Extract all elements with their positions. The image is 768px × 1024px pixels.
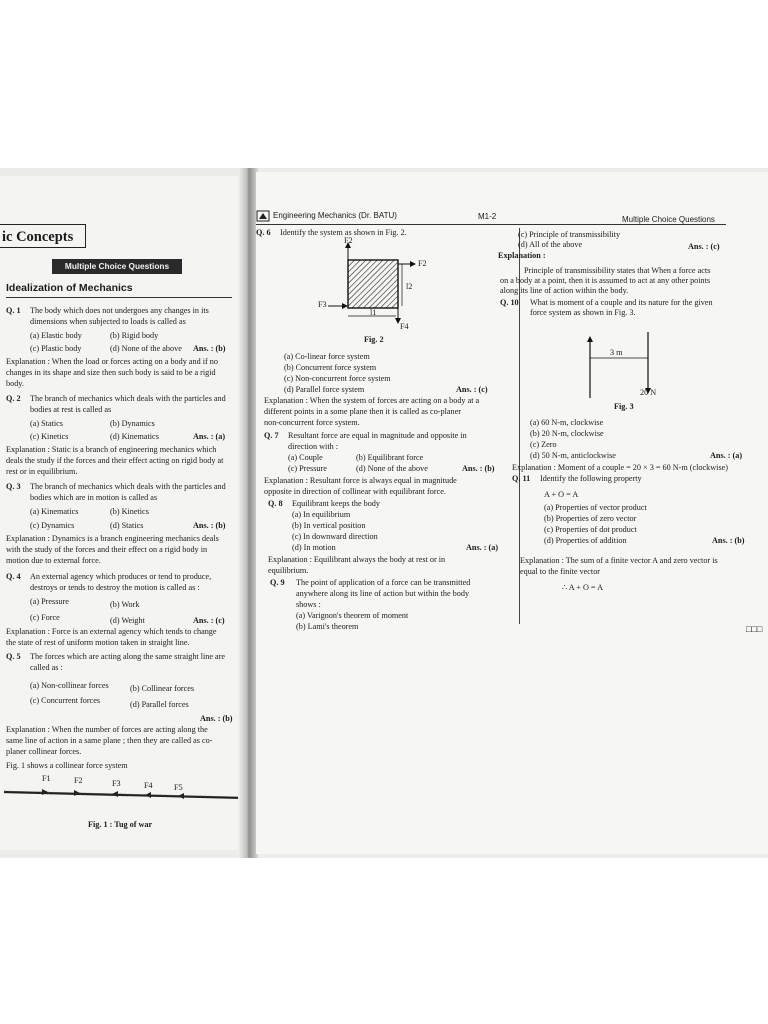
q6-option-c: (c) Non-concurrent force system	[284, 374, 391, 383]
q10-option-c: (c) Zero	[530, 440, 557, 449]
q3-number: Q. 3	[6, 482, 21, 491]
q9-expl-1: Principle of transmissibility states that When a force acts	[524, 266, 711, 275]
q11-formula: A + O = A	[544, 490, 579, 499]
q11-line1: Identify the following property	[540, 474, 642, 483]
q1-expl-2: changes in its shape and size then such body is said to be a rigid	[6, 368, 216, 377]
q3-answer: Ans. : (b)	[193, 521, 226, 530]
q1-option-b: (b) Rigid body	[110, 331, 159, 340]
q4-line2: destroys or tends to destroy the motion is called as :	[30, 583, 200, 592]
hatched-body	[348, 260, 398, 308]
q8-option-a: (a) In equilibrium	[292, 510, 351, 519]
q10-option-d: (d) 50 N-m, anticlockwise	[530, 451, 616, 460]
q7-option-d: (d) None of the above	[356, 464, 428, 473]
q8-expl-1: Explanation : Equilibrant always the body at rest or in	[268, 555, 446, 564]
q9-number: Q. 9	[270, 578, 285, 587]
fig1-label-f4: F4	[144, 781, 153, 790]
q4-line1: An external agency which produces or tend to produce,	[30, 572, 212, 581]
q9-option-c: (c) Principle of transmissibility	[518, 230, 621, 239]
q2-number: Q. 2	[6, 394, 21, 403]
q7-option-a: (a) Couple	[288, 453, 323, 462]
q7-line1: Resultant force are equal in magnitude and opposite in	[288, 431, 467, 440]
q3-option-a: (a) Kinematics	[30, 507, 79, 516]
q4-option-b: (b) Work	[110, 600, 140, 609]
q7-expl-1: Explanation : Resultant force is always equal in magnitude	[264, 476, 457, 485]
q10-option-b: (b) 20 N-m, clockwise	[530, 429, 604, 438]
q2-expl-3: rest or in equilibrium.	[6, 467, 78, 476]
q6-number: Q. 6	[256, 228, 271, 237]
q11-formula-result: ∴ A + O = A	[562, 583, 604, 592]
q2-option-c: (c) Kinetics	[30, 432, 69, 441]
q5-expl-2: same line of action in a same plane ; then they are called as co-	[6, 736, 213, 745]
q10-line1: What is moment of a couple and its nature for the given	[530, 298, 713, 307]
q5-option-b: (b) Collinear forces	[130, 684, 195, 693]
f2-right-arrow-icon	[410, 261, 416, 267]
q1-line2: dimensions when subjected to loads is called as	[30, 317, 186, 326]
q9-expl-heading: Explanation :	[498, 251, 546, 260]
q2-line2: bodies at rest is called as	[30, 405, 112, 414]
q8-option-d: (d) In motion	[292, 543, 336, 552]
fig1-caption: Fig. 1 : Tug of war	[88, 820, 153, 829]
q3-expl-1: Explanation : Dynamics is a branch engineering mechanics deals	[6, 534, 219, 543]
q3-expl-2: with the study of the forces and their effect on a rigid body in	[6, 545, 208, 554]
q9-line1: The point of application of a force can be transmitted	[296, 578, 471, 587]
q9-line3: shows :	[296, 600, 321, 609]
q7-option-b: (b) Equilibrant force	[356, 453, 424, 462]
left-page	[0, 176, 246, 850]
fig2-label-l1: l1	[370, 308, 377, 317]
q5-answer: Ans. : (b)	[200, 714, 233, 723]
q8-option-b: (b) In vertical position	[292, 521, 366, 530]
q1-line1: The body which does not undergoes any changes in its	[30, 306, 209, 315]
q7-number: Q. 7	[264, 431, 279, 440]
q2-option-d: (d) Kinematics	[110, 432, 159, 441]
running-header-title: Engineering Mechanics (Dr. BATU)	[273, 211, 397, 220]
q5-option-a: (a) Non-collinear forces	[30, 681, 109, 690]
q4-answer: Ans. : (c)	[193, 616, 225, 625]
q1-option-c: (c) Plastic body	[30, 344, 82, 353]
f5-arrow-icon	[178, 793, 184, 799]
q8-answer: Ans. : (a)	[466, 543, 499, 552]
book-gutter	[238, 168, 258, 858]
q6-line1: Identify the system as shown in Fig. 2.	[280, 228, 407, 237]
q3-option-c: (c) Dynamics	[30, 521, 75, 530]
q2-expl-1: Explanation : Static is a branch of engineering mechanics which	[6, 445, 217, 454]
q11-option-c: (c) Properties of dot product	[544, 525, 637, 534]
q9-option-d: (d) All of the above	[518, 240, 583, 249]
q5-expl-1: Explanation : When the number of forces are acting along the	[6, 725, 208, 734]
q4-option-c: (c) Force	[30, 613, 60, 622]
q4-option-a: (a) Pressure	[30, 597, 69, 606]
q1-expl-1: Explanation : When the load or forces acting on a body and if no	[6, 357, 218, 366]
q10-option-a: (a) 60 N-m, clockwise	[530, 418, 604, 427]
up-arrow-icon	[587, 336, 593, 342]
q5-option-c: (c) Concurrent forces	[30, 696, 101, 705]
q11-option-d: (d) Properties of addition	[544, 536, 627, 545]
q5-expl-3: planer collinear forces.	[6, 747, 82, 756]
f2-arrow-icon	[74, 790, 80, 796]
fig3-caption: Fig. 3	[614, 402, 634, 411]
q9-answer: Ans. : (c)	[688, 242, 720, 251]
q3-line2: bodies which are in motion is called as	[30, 493, 158, 502]
q5-line2: called as :	[30, 663, 63, 672]
q11-answer: Ans. : (b)	[712, 536, 745, 545]
fig1-label-f3: F3	[112, 779, 121, 788]
q3-expl-3: motion due to external force.	[6, 556, 101, 565]
fig1-label-f1: F1	[42, 774, 51, 783]
q2-answer: Ans. : (a)	[193, 432, 226, 441]
fig2-label-f3: F3	[318, 300, 327, 309]
q1-option-a: (a) Elastic body	[30, 331, 82, 340]
q6-option-b: (b) Concurrent force system	[284, 363, 377, 372]
q2-option-a: (a) Statics	[30, 419, 63, 428]
q5-option-d: (d) Parallel forces	[130, 700, 189, 709]
q8-number: Q. 8	[268, 499, 283, 508]
q6-expl-2: different points in a some plane then it is called as co-planer	[264, 407, 461, 416]
q10-answer: Ans. : (a)	[710, 451, 743, 460]
q3-option-d: (d) Statics	[110, 521, 144, 530]
q11-expl-1: Explanation : The sum of a finite vector A and zero vector is	[520, 556, 718, 565]
fig3-distance-label: 3 m	[610, 348, 623, 357]
q9-option-a: (a) Varignon's theorem of moment	[296, 611, 409, 620]
q1-expl-3: body.	[6, 379, 24, 388]
fig2-label-f4: F4	[400, 322, 409, 331]
q8-expl-2: equilibrium.	[268, 566, 309, 575]
f3-arrow-icon	[342, 303, 348, 309]
running-header-code: M1-2	[478, 212, 497, 221]
fig1-label-f2: F2	[74, 776, 83, 785]
fig2-caption: Fig. 2	[364, 335, 384, 344]
q9-option-b: (b) Lami's theorem	[296, 622, 359, 631]
running-header-section: Multiple Choice Questions	[622, 215, 715, 224]
chapter-title: ic Concepts	[0, 224, 86, 248]
publisher-logo-icon	[256, 210, 270, 222]
rope-line	[4, 792, 244, 798]
fig1-tug-of-war-diagram	[0, 772, 246, 812]
q4-expl-2: the state of rest of uniform motion taken in straight line.	[6, 638, 190, 647]
q1-number: Q. 1	[6, 306, 21, 315]
q2-line1: The branch of mechanics which deals with the particles and	[30, 394, 226, 403]
q10-line2: force system as shown in Fig. 3.	[530, 308, 636, 317]
q5-expl-4: Fig. 1 shows a collinear force system	[6, 761, 128, 770]
f3-arrow-icon	[112, 791, 118, 797]
q4-number: Q. 4	[6, 572, 21, 581]
q3-line1: The branch of mechanics which deals with the particles and	[30, 482, 226, 491]
right-page	[256, 172, 768, 854]
q6-expl-1: Explanation : When the system of forces are acting on a body at a	[264, 396, 480, 405]
q9-line2: anywhere along its line of action but within the body	[296, 589, 470, 598]
q11-expl-2: equal to the finite vector	[520, 567, 601, 576]
q5-number: Q. 5	[6, 652, 21, 661]
q11-number: Q. 11	[512, 474, 531, 483]
q7-option-c: (c) Pressure	[288, 464, 327, 473]
header-rule	[256, 224, 726, 225]
q6-option-a: (a) Co-linear force system	[284, 352, 370, 361]
mcq-banner: Multiple Choice Questions	[52, 259, 182, 274]
q5-line1: The forces which are acting along the same straight line are	[30, 652, 226, 661]
q2-expl-2: deals the study if the forces and their effect acting on rigid body at	[6, 456, 224, 465]
q1-option-d: (d) None of the above	[110, 344, 182, 353]
q7-line2: direction with :	[288, 442, 339, 451]
q4-expl-1: Explanation : Force is an external agency which tends to change	[6, 627, 217, 636]
q8-option-c: (c) In downward direction	[292, 532, 378, 541]
q6-expl-3: non-concurrent force system.	[264, 418, 360, 427]
q1-answer: Ans. : (b)	[193, 344, 226, 353]
section-title: Idealization of Mechanics	[6, 282, 133, 294]
q4-option-d: (d) Weight	[110, 616, 145, 625]
fig3-force-label: 20 N	[640, 388, 657, 397]
f4-arrow-icon	[145, 792, 151, 798]
fig2-label-f2-top: F2	[344, 236, 353, 245]
q10-number: Q. 10	[500, 298, 519, 307]
q6-answer: Ans. : (c)	[456, 385, 488, 394]
q11-option-b: (b) Properties of zero vector	[544, 514, 637, 523]
q6-option-d: (d) Parallel force system	[284, 385, 365, 394]
end-mark: □□□	[746, 624, 763, 634]
q9-expl-3: along its line of action within the body.	[500, 286, 629, 295]
q3-option-b: (b) Kinetics	[110, 507, 149, 516]
q7-answer: Ans. : (b)	[462, 464, 495, 473]
q9-expl-2: on a body at a point, then it is assumed to act at any other points	[500, 276, 711, 285]
fig2-label-f2-right: F2	[418, 259, 427, 268]
q2-option-b: (b) Dynamics	[110, 419, 155, 428]
q8-line1: Equilibrant keeps the body	[292, 499, 380, 508]
q11-option-a: (a) Properties of vector product	[544, 503, 647, 512]
q7-expl-2: opposite in direction of collinear with equilibrant force.	[264, 487, 446, 496]
section-rule	[6, 297, 232, 298]
fig1-label-f5: F5	[174, 783, 183, 792]
q10-explanation: Explanation : Moment of a couple = 20 × 3 = 60 N-m (clockwise)	[512, 463, 728, 472]
fig2-label-l2: l2	[406, 282, 413, 291]
